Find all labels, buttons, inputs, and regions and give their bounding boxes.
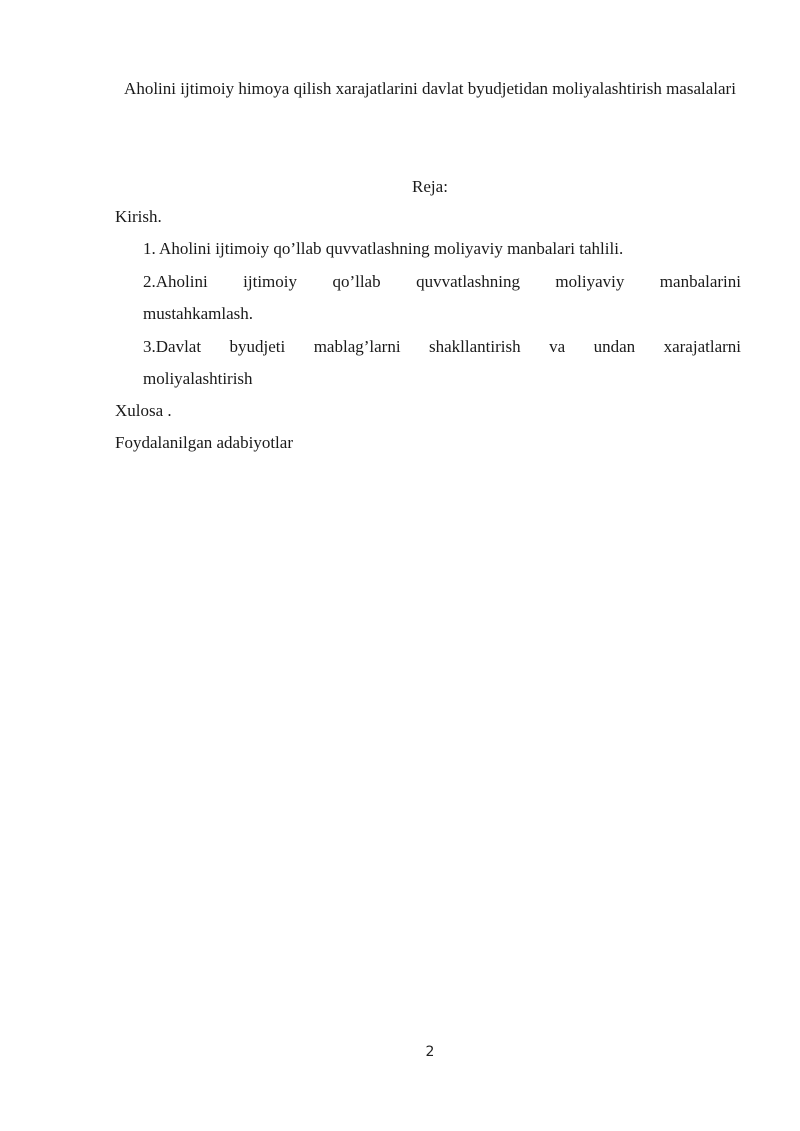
plan-heading: Reja: — [412, 177, 448, 196]
conclusion-item: Xulosa . — [115, 401, 172, 420]
page-number: 2 — [425, 1044, 435, 1060]
plan-item-3-line-1: 3.Davlat byudjeti mablag’larni shakllantirish va undan xarajatlarni — [143, 337, 741, 356]
plan-item-1: 1. Aholini ijtimoiy qo’llab quvvatlashning moliyaviy manbalari tahlili. — [143, 239, 624, 258]
plan-item-2-line-1: 2.Aholini ijtimoiy qo’llab quvvatlashning moliyaviy manbalarini — [143, 272, 741, 291]
plan-item-2-line-2: mustahkamlash. — [143, 304, 254, 323]
plan-item-2 — [143, 266, 741, 330]
document-title: Aholini ijtimoiy himoya qilish xarajatlarini davlat byudjetidan moliyalashtirish masalalari — [124, 79, 736, 98]
plan-item-3 — [143, 331, 741, 395]
intro-item: Kirish. — [115, 207, 162, 226]
references-item: Foydalanilgan adabiyotlar — [115, 433, 293, 452]
plan-item-3-line-2: moliyalashtirish — [143, 369, 253, 388]
